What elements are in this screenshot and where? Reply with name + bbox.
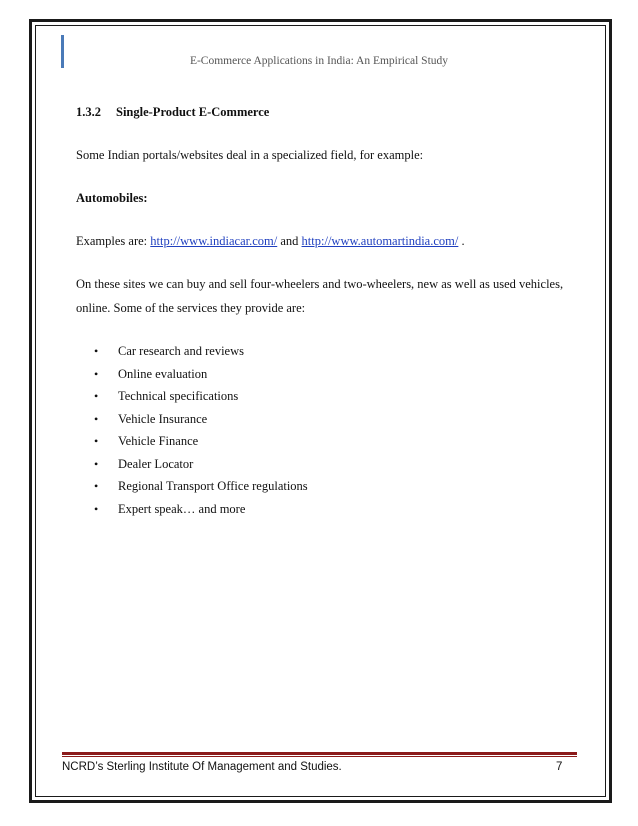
section-title: Single-Product E-Commerce xyxy=(116,105,270,119)
link-automartindia[interactable]: http://www.automartindia.com/ xyxy=(301,234,459,248)
bullet-icon: • xyxy=(94,389,99,403)
footer-rule-thin xyxy=(62,756,577,757)
bullet-icon: • xyxy=(94,479,99,493)
page-number: 7 xyxy=(556,761,563,773)
bullet-icon: • xyxy=(94,411,99,426)
description-paragraph: On these sites we can buy and sell four-wheelers and two-wheelers, new as well as used vehicles, online. Some of the services they provide are: xyxy=(76,277,564,315)
examples-suffix: . xyxy=(458,234,465,248)
bullet-icon: • xyxy=(94,456,99,471)
footer-institute: NCRD’s Sterling Institute Of Management and Studies. xyxy=(62,761,342,773)
running-header: E-Commerce Applications in India: An Empirical Study xyxy=(189,55,449,67)
examples-prefix: Examples are: xyxy=(76,234,151,248)
bullet-icon: • xyxy=(94,344,99,358)
footer-rule xyxy=(62,752,577,755)
bullet-icon: • xyxy=(94,501,99,516)
list-item: • Vehicle Insurance xyxy=(94,408,308,431)
section-number: 1.3.2 xyxy=(76,105,101,119)
list-item: • Vehicle Finance xyxy=(94,430,308,453)
list-item: • Car research and reviews xyxy=(94,340,308,363)
bullet-icon: • xyxy=(94,366,99,381)
examples-paragraph xyxy=(76,234,465,249)
intro-paragraph: Some Indian portals/websites deal in a specialized field, for example: xyxy=(76,148,424,162)
section-heading xyxy=(76,105,269,120)
list-item: • Technical specifications xyxy=(94,385,308,408)
list-item: • Online evaluation xyxy=(94,363,308,386)
link-indiacar[interactable]: http://www.indiacar.com/ xyxy=(150,234,278,248)
services-list xyxy=(94,340,308,520)
bullet-icon: • xyxy=(94,434,99,448)
list-item: • Regional Transport Office regulations xyxy=(94,475,308,498)
list-item: • Dealer Locator xyxy=(94,453,308,476)
subheading-automobiles: Automobiles: xyxy=(76,191,148,205)
examples-middle: and xyxy=(277,234,302,248)
list-item: • Expert speak… and more xyxy=(94,498,308,521)
